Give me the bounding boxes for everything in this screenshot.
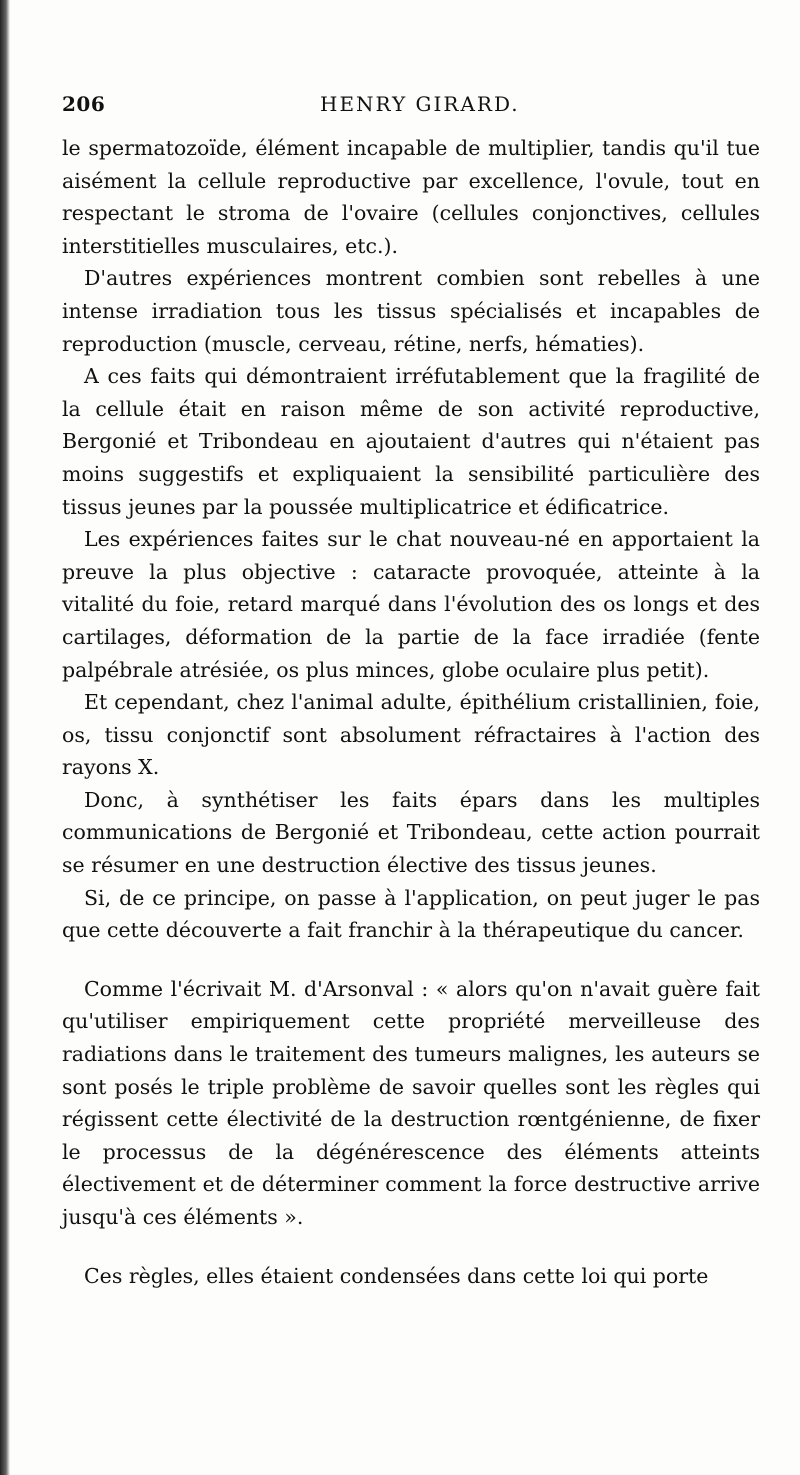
paragraph: A ces faits qui démontraient irréfutablement que la fragilité de la cellule était en raison même de son activité reproductive, Bergonié et Tribondeau en ajoutaient d'autres qui n'étaient pas moins suggestifs et expliquaient la sensibilité particulière des tissus jeunes par la poussée multiplicatrice et édificatrice. bbox=[62, 364, 760, 519]
page-binding-edge bbox=[0, 0, 10, 1475]
paragraph: Comme l'écrivait M. d'Arsonval : « alors qu'on n'avait guère fait qu'utiliser empiriquement cette propriété merveilleuse des radiations dans le traitement des tumeurs malignes, les auteurs se sont posés le triple problème de savoir quelles sont les règles qui régissent cette électivité de la destruction rœntgénienne, de fixer le processus de la dégénérescence des éléments atteints électivement et de déterminer comment la force destructive arrive jusqu'à ces éléments ». bbox=[62, 976, 760, 1229]
paragraph: Les expériences faites sur le chat nouveau-né en apportaient la preuve la plus objective : cataracte provoquée, atteinte à la vitalité du foie, retard marqué dans l'évolution des os longs et des cartilages, déformation de la partie de la face irradiée (fente palpébrale atrésiée, os plus minces, globe oculaire plus petit). bbox=[62, 527, 760, 682]
paragraph: Et cependant, chez l'animal adulte, épithélium cristallinien, foie, os, tissu conjonctif sont absolument réfractaires à l'action des rayons X. bbox=[62, 690, 760, 780]
paragraph: Si, de ce principe, on passe à l'application, on peut juger le pas que cette découverte a fait franchir à la thérapeutique du cancer. bbox=[62, 885, 760, 943]
running-title: HENRY GIRARD. bbox=[320, 92, 520, 116]
body-text bbox=[62, 132, 760, 1292]
paragraph: D'autres expériences montrent combien sont rebelles à une intense irradiation tous les tissus spécialisés et incapables de reproduction (muscle, cerveau, rétine, nerfs, hématies). bbox=[62, 266, 760, 356]
paragraph: le spermatozoïde, élément incapable de multiplier, tandis qu'il tue aisément la cellule reproductive par excellence, l'ovule, tout en respectant le stroma de l'ovaire (cellules conjonctives, cellules interstitielles musculaires, etc.). bbox=[62, 136, 760, 258]
paragraph: Ces règles, elles étaient condensées dans cette loi qui porte bbox=[84, 1263, 709, 1288]
page-header bbox=[62, 92, 762, 122]
page-number: 206 bbox=[62, 92, 106, 116]
paragraph: Donc, à synthétiser les faits épars dans les multiples communications de Bergonié et Tribondeau, cette action pourrait se résumer en une destruction élective des tissus jeunes. bbox=[62, 787, 760, 878]
